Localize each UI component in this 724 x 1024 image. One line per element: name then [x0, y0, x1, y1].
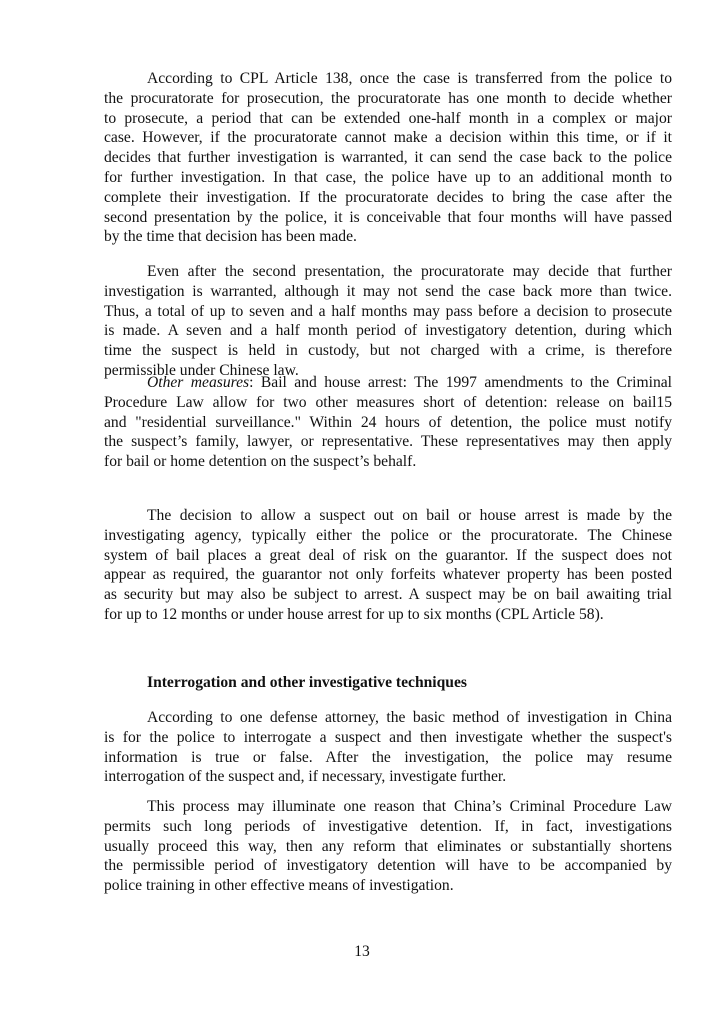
text-line: Procedure Law allow for two other measures short of detention: release on bail15 — [104, 393, 672, 411]
text-line: According to one defense attorney, the basic method of investigation in China — [147, 709, 672, 726]
text-line: as security but may also be subject to arrest. A suspect may be on bail awaiting trial — [104, 586, 672, 604]
text-line: The decision to allow a suspect out on bail or house arrest is made by the — [147, 507, 672, 524]
text-line: investigation is warranted, although it may not send the case back more than twice. — [104, 282, 672, 300]
text-line: complete their investigation. If the procuratorate decides to bring the case after the — [104, 188, 672, 206]
text-line: for further investigation. In that case, the police have up to an additional month to — [104, 168, 672, 186]
paragraph-6 — [104, 797, 672, 896]
text-line: for up to 12 months or under house arrest for up to six months (CPL Article 58). — [104, 605, 604, 623]
text-line: This process may illuminate one reason that China’s Criminal Procedure Law — [147, 798, 672, 815]
text-line: According to CPL Article 138, once the case is transferred from the police to — [147, 70, 672, 87]
italic-lead: Other measures — [147, 374, 250, 391]
section-heading: Interrogation and other investigative techniques — [147, 674, 467, 691]
text-line: case. However, if the procuratorate cannot make a decision within this time, or if it — [104, 129, 672, 147]
paragraph-5 — [104, 708, 672, 787]
text-line: permissible under Chinese law. — [104, 361, 299, 379]
text-line: investigating agency, typically either the police or the procuratorate. The Chinese — [104, 526, 672, 544]
text-line — [104, 373, 672, 393]
text-line: permits such long periods of investigative detention. If, in fact, investigations — [104, 817, 672, 835]
text-line: police training in other effective means of investigation. — [104, 877, 454, 895]
text-line: usually proceed this way, then any reform that eliminates or substantially shortens — [104, 837, 672, 855]
text-line: interrogation of the suspect and, if necessary, investigate further. — [104, 768, 507, 786]
paragraph-3 — [104, 373, 672, 472]
text-line: and "residential surveillance." Within 24 hours of detention, the police must notify — [104, 413, 672, 431]
text-line: the procuratorate for prosecution, the procuratorate has one month to decide whether — [104, 89, 672, 107]
text-line: Thus, a total of up to seven and a half months may pass before a decision to prosecute — [104, 302, 672, 320]
text-line: by the time that decision has been made. — [104, 228, 357, 246]
text-line: the suspect’s family, lawyer, or representative. These representatives may then apply — [104, 433, 672, 451]
paragraph-4 — [104, 506, 672, 625]
page-number: 13 — [354, 943, 370, 960]
paragraph-1 — [104, 69, 672, 247]
text-line: appear as required, the guarantor not only forfeits whatever property has been posted — [104, 566, 672, 584]
text-line: information is true or false. After the investigation, the police may resume — [104, 748, 672, 766]
text-line: the permissible period of investigatory detention will have to be accompanied by — [104, 857, 672, 875]
text-line: to prosecute, a period that can be extended one-half month in a complex or major — [104, 109, 672, 127]
text-line: time the suspect is held in custody, but not charged with a crime, is therefore — [104, 342, 672, 360]
text-line: system of bail places a great deal of risk on the guarantor. If the suspect does not — [104, 546, 672, 564]
text-line: is for the police to interrogate a suspect and then investigate whether the suspect's — [104, 728, 672, 746]
text-line: second presentation by the police, it is conceivable that four months will have passed — [104, 208, 672, 226]
text-line: Even after the second presentation, the procuratorate may decide that further — [147, 263, 672, 280]
paragraph-2 — [104, 262, 672, 381]
text-line: decides that further investigation is warranted, it can send the case back to the police — [104, 149, 672, 167]
text-line: is made. A seven and a half month period of investigatory detention, during which — [104, 322, 672, 340]
text-line: for bail or home detention on the suspect’s behalf. — [104, 453, 417, 471]
line-text: : Bail and house arrest: The 1997 amendments to the Criminal — [249, 374, 672, 391]
